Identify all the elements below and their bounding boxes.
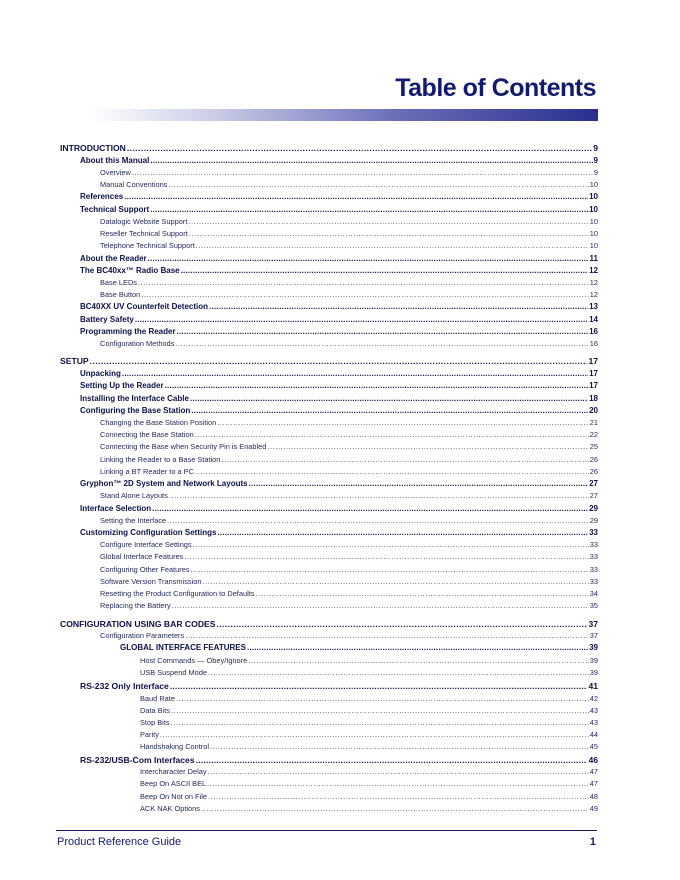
toc-entry-title: Intercharacter Delay [140, 767, 207, 776]
toc-entry-title: CONFIGURATION USING BAR CODES [60, 619, 216, 629]
toc-entry-title: Beep On ASCII BEL [140, 779, 207, 788]
toc-entry[interactable] [60, 619, 598, 629]
toc-leader-dots [170, 681, 588, 691]
toc-entry-title: Connecting the Base Station [100, 430, 194, 439]
toc-entry-title: About the Reader [80, 254, 147, 263]
toc-entry-page: 12 [589, 290, 598, 299]
toc-leader-dots [141, 290, 588, 299]
toc-entry[interactable] [80, 479, 598, 488]
toc-entry[interactable] [100, 467, 598, 476]
toc-entry-title: Configure Interface Settings [100, 540, 192, 549]
toc-entry[interactable] [100, 339, 598, 348]
toc-leader-dots [175, 339, 588, 348]
toc-entry-title: Setting the Interface [100, 516, 167, 525]
toc-entry-title: ACK NAK Options [140, 804, 200, 813]
toc-leader-dots [210, 742, 589, 751]
toc-leader-dots [165, 381, 589, 390]
toc-entry-title: The BC40xx™ Radio Base [80, 266, 180, 275]
toc-entry-page: 49 [589, 804, 598, 813]
toc-entry-page: 17 [589, 381, 598, 390]
toc-leader-dots [127, 143, 592, 153]
toc-entry-title: Linking the Reader to a Base Station [100, 455, 221, 464]
toc-leader-dots [185, 631, 589, 640]
toc-entry-page: 9 [593, 156, 598, 165]
toc-entry-title: INTRODUCTION [60, 143, 126, 153]
toc-leader-dots [196, 241, 589, 250]
toc-entry[interactable] [120, 643, 598, 652]
toc-entry-page: 42 [589, 694, 598, 703]
toc-entry-page: 29 [589, 516, 598, 525]
toc-entry-title: Configuration Methods [100, 339, 175, 348]
toc-entry-page: 47 [589, 767, 598, 776]
toc-leader-dots [171, 706, 589, 715]
footer-divider [56, 830, 597, 831]
toc-entry[interactable] [100, 229, 598, 238]
toc-entry[interactable] [100, 516, 598, 525]
toc-leader-dots [132, 168, 593, 177]
toc-entry[interactable] [100, 290, 598, 299]
toc-entry-page: 11 [589, 254, 598, 263]
toc-leader-dots [267, 442, 588, 451]
toc-entry-page: 10 [589, 241, 598, 250]
toc-entry[interactable] [100, 601, 598, 610]
toc-entry-page: 26 [589, 455, 598, 464]
toc-leader-dots [249, 479, 589, 488]
toc-leader-dots [191, 406, 588, 415]
toc-entry-title: Interface Selection [80, 504, 152, 513]
toc-leader-dots [90, 356, 588, 366]
toc-entry-page: 37 [589, 631, 598, 640]
toc-entry-page: 17 [588, 356, 598, 366]
toc-entry-title: USB Suspend Mode [140, 668, 207, 677]
toc-entry-page: 41 [588, 681, 598, 691]
toc-entry[interactable] [100, 540, 598, 549]
toc-entry[interactable] [100, 418, 598, 427]
toc-entry-page: 9 [593, 143, 598, 153]
toc-entry-title: Connecting the Base when Security Pin is Enabled [100, 442, 267, 451]
toc-entry[interactable] [100, 565, 598, 574]
toc-entry-page: 33 [589, 540, 598, 549]
toc-entry[interactable] [80, 369, 598, 378]
toc-entry-page: 33 [589, 528, 598, 537]
page-title: Table of Contents [395, 74, 596, 102]
toc-entry[interactable] [80, 156, 598, 165]
toc-entry-page: 20 [589, 406, 598, 415]
toc-leader-dots [150, 205, 588, 214]
toc-entry-title: Battery Safety [80, 315, 134, 324]
toc-leader-dots [216, 619, 587, 629]
toc-entry-title: Customizing Configuration Settings [80, 528, 217, 537]
toc-leader-dots [208, 668, 589, 677]
toc-entry-page: 26 [589, 467, 598, 476]
toc-leader-dots [169, 491, 589, 500]
toc-entry[interactable] [80, 755, 598, 765]
toc-leader-dots [167, 516, 589, 525]
toc-entry-page: 27 [589, 491, 598, 500]
toc-entry[interactable] [100, 278, 598, 287]
toc-entry[interactable] [140, 804, 598, 813]
toc-entry-page: 27 [589, 479, 598, 488]
toc-entry-title: Base LEDs [100, 278, 137, 287]
toc-entry-title: SETUP [60, 356, 89, 366]
toc-entry[interactable] [100, 577, 598, 586]
toc-entry-title: BC40XX UV Counterfeit Detection [80, 302, 209, 311]
toc-entry-page: 10 [589, 229, 598, 238]
toc-entry-page: 33 [589, 552, 598, 561]
toc-entry[interactable] [140, 730, 598, 739]
toc-entry-title: Baud Rate [140, 694, 175, 703]
toc-entry-title: Manual Conventions [100, 180, 168, 189]
toc-entry-title: Reseller Technical Support [100, 229, 188, 238]
toc-entry[interactable] [80, 406, 598, 415]
toc-leader-dots [150, 156, 592, 165]
toc-entry-page: 45 [589, 742, 598, 751]
toc-entry[interactable] [80, 315, 598, 324]
toc-entry-page: 29 [589, 504, 598, 513]
toc-entry-page: 16 [589, 327, 598, 336]
toc-entry-page: 39 [589, 643, 598, 652]
footer-guide-name: Product Reference Guide [57, 836, 182, 848]
toc-entry-title: References [80, 192, 124, 201]
toc-entry-page: 12 [589, 266, 598, 275]
toc-entry-page: 10 [589, 205, 598, 214]
toc-entry[interactable] [80, 192, 598, 201]
toc-leader-dots [152, 504, 588, 513]
toc-entry[interactable] [100, 442, 598, 451]
toc-leader-dots [172, 601, 589, 610]
footer-page-number: 1 [589, 836, 596, 848]
toc-entry-title: RS-232 Only Interface [80, 681, 169, 691]
toc-entry[interactable] [140, 779, 598, 788]
title-gradient-bar [90, 109, 598, 121]
toc-entry[interactable] [80, 302, 598, 311]
toc-entry-page: 44 [589, 730, 598, 739]
toc-entry[interactable] [140, 742, 598, 751]
toc-entry[interactable] [80, 254, 598, 263]
toc-entry-page: 33 [589, 565, 598, 574]
toc-entry-title: About this Manual [80, 156, 150, 165]
toc-entry-title: Changing the Base Station Position [100, 418, 217, 427]
toc-leader-dots [247, 643, 588, 652]
toc-entry[interactable] [60, 356, 598, 366]
toc-leader-dots [122, 369, 588, 378]
toc-entry-page: 47 [589, 779, 598, 788]
toc-entry-title: Linking a BT Reader to a PC [100, 467, 194, 476]
toc-entry-page: 43 [589, 718, 598, 727]
toc-leader-dots [124, 192, 588, 201]
toc-leader-dots [217, 528, 588, 537]
toc-leader-dots [255, 589, 588, 598]
toc-entry-title: Replacing the Battery [100, 601, 171, 610]
toc-entry-page: 37 [588, 619, 598, 629]
toc-leader-dots [221, 455, 588, 464]
toc-entry[interactable] [140, 706, 598, 715]
toc-entry-title: Configuration Parameters [100, 631, 185, 640]
toc-entry-title: Software Version Transmission [100, 577, 202, 586]
toc-leader-dots [189, 229, 589, 238]
toc-entry[interactable] [80, 266, 598, 275]
toc-entry[interactable] [140, 668, 598, 677]
toc-entry-page: 33 [589, 577, 598, 586]
toc-entry-page: 18 [589, 394, 598, 403]
toc-entry-title: Configuring the Base Station [80, 406, 191, 415]
toc-leader-dots [184, 552, 588, 561]
toc-entry-page: 21 [589, 418, 598, 427]
toc-leader-dots [195, 430, 589, 439]
toc-entry-title: Overview [100, 168, 131, 177]
toc-entry-page: 43 [589, 706, 598, 715]
toc-leader-dots [190, 394, 588, 403]
toc-entry[interactable] [80, 381, 598, 390]
toc-entry-page: 17 [589, 369, 598, 378]
toc-entry-page: 10 [589, 192, 598, 201]
toc-entry[interactable] [100, 552, 598, 561]
toc-entry-title: Resetting the Product Configuration to Defaults [100, 589, 255, 598]
toc-entry-title: Stand Alone Layouts [100, 491, 168, 500]
toc-leader-dots [196, 755, 588, 765]
toc-leader-dots [217, 418, 588, 427]
toc-entry-page: 16 [589, 339, 598, 348]
toc-entry[interactable] [100, 631, 598, 640]
toc-leader-dots [208, 767, 589, 776]
toc-entry-title: Programming the Reader [80, 327, 176, 336]
toc-entry-page: 46 [588, 755, 598, 765]
toc-leader-dots [177, 327, 589, 336]
toc-entry-page: 22 [589, 430, 598, 439]
toc-entry[interactable] [100, 180, 598, 189]
toc-entry[interactable] [80, 205, 598, 214]
toc-leader-dots [171, 718, 589, 727]
toc-entry[interactable] [140, 792, 598, 801]
toc-entry[interactable] [80, 681, 598, 691]
toc-leader-dots [160, 730, 589, 739]
toc-entry[interactable] [80, 528, 598, 537]
toc-leader-dots [201, 804, 589, 813]
toc-entry-page: 35 [589, 601, 598, 610]
toc-entry-title: Telephone Technical Support [100, 241, 195, 250]
toc-entry-title: Global Interface Features [100, 552, 184, 561]
toc-leader-dots [207, 779, 589, 788]
toc-entry[interactable] [80, 327, 598, 336]
toc-leader-dots [191, 565, 589, 574]
toc-entry-title: Gryphon™ 2D System and Network Layouts [80, 479, 248, 488]
toc-leader-dots [181, 266, 589, 275]
toc-entry[interactable] [140, 694, 598, 703]
toc-entry-page: 9 [593, 168, 598, 177]
toc-entry[interactable] [100, 589, 598, 598]
toc-leader-dots [208, 792, 589, 801]
toc-entry-page: 25 [589, 442, 598, 451]
toc-entry[interactable] [100, 455, 598, 464]
toc-entry[interactable] [60, 143, 598, 153]
toc-leader-dots [209, 302, 588, 311]
toc-entry-title: Setting Up the Reader [80, 381, 164, 390]
toc-leader-dots [135, 315, 588, 324]
toc-leader-dots [248, 656, 589, 665]
toc-entry-title: Handshaking Control [140, 742, 210, 751]
toc-entry-title: Base Button [100, 290, 141, 299]
toc-entry-title: Stop Bits [140, 718, 170, 727]
toc-entry[interactable] [100, 430, 598, 439]
toc-entry-title: Installing the Interface Cable [80, 394, 189, 403]
toc-entry-page: 13 [589, 302, 598, 311]
toc-leader-dots [148, 254, 589, 263]
toc-entry[interactable] [100, 491, 598, 500]
toc-entry-page: 10 [589, 217, 598, 226]
toc-leader-dots [195, 467, 589, 476]
toc-entry-title: Beep On Not on File [140, 792, 207, 801]
toc-entry-title: Parity [140, 730, 159, 739]
toc-entry[interactable] [100, 217, 598, 226]
toc-entry[interactable] [140, 767, 598, 776]
toc-entry-title: RS-232/USB-Com Interfaces [80, 755, 195, 765]
toc-entry[interactable] [140, 718, 598, 727]
toc-entry-page: 39 [589, 656, 598, 665]
toc-entry-title: Datalogic Website Support [100, 217, 188, 226]
toc-entry-page: 39 [589, 668, 598, 677]
toc-leader-dots [188, 217, 588, 226]
toc-entry[interactable] [140, 656, 598, 665]
toc-entry[interactable] [100, 241, 598, 250]
toc-entry-title: Unpacking [80, 369, 121, 378]
toc-entry-page: 14 [589, 315, 598, 324]
toc-entry[interactable] [80, 394, 598, 403]
toc-entry-title: Data Bits [140, 706, 170, 715]
toc-entry-title: Configuring Other Features [100, 565, 190, 574]
toc-entry-title: Host Commands — Obey/Ignore [140, 656, 248, 665]
toc-entry-title: Technical Support [80, 205, 150, 214]
toc-entry[interactable] [80, 504, 598, 513]
toc-entry-page: 10 [589, 180, 598, 189]
toc-entry-page: 34 [589, 589, 598, 598]
toc-leader-dots [202, 577, 588, 586]
toc-leader-dots [168, 180, 588, 189]
toc-entry-page: 12 [589, 278, 598, 287]
toc-entry-page: 48 [589, 792, 598, 801]
toc-leader-dots [138, 278, 589, 287]
toc-leader-dots [193, 540, 589, 549]
toc-entry-title: GLOBAL INTERFACE FEATURES [120, 643, 246, 652]
toc-leader-dots [176, 694, 589, 703]
toc-entry[interactable] [100, 168, 598, 177]
